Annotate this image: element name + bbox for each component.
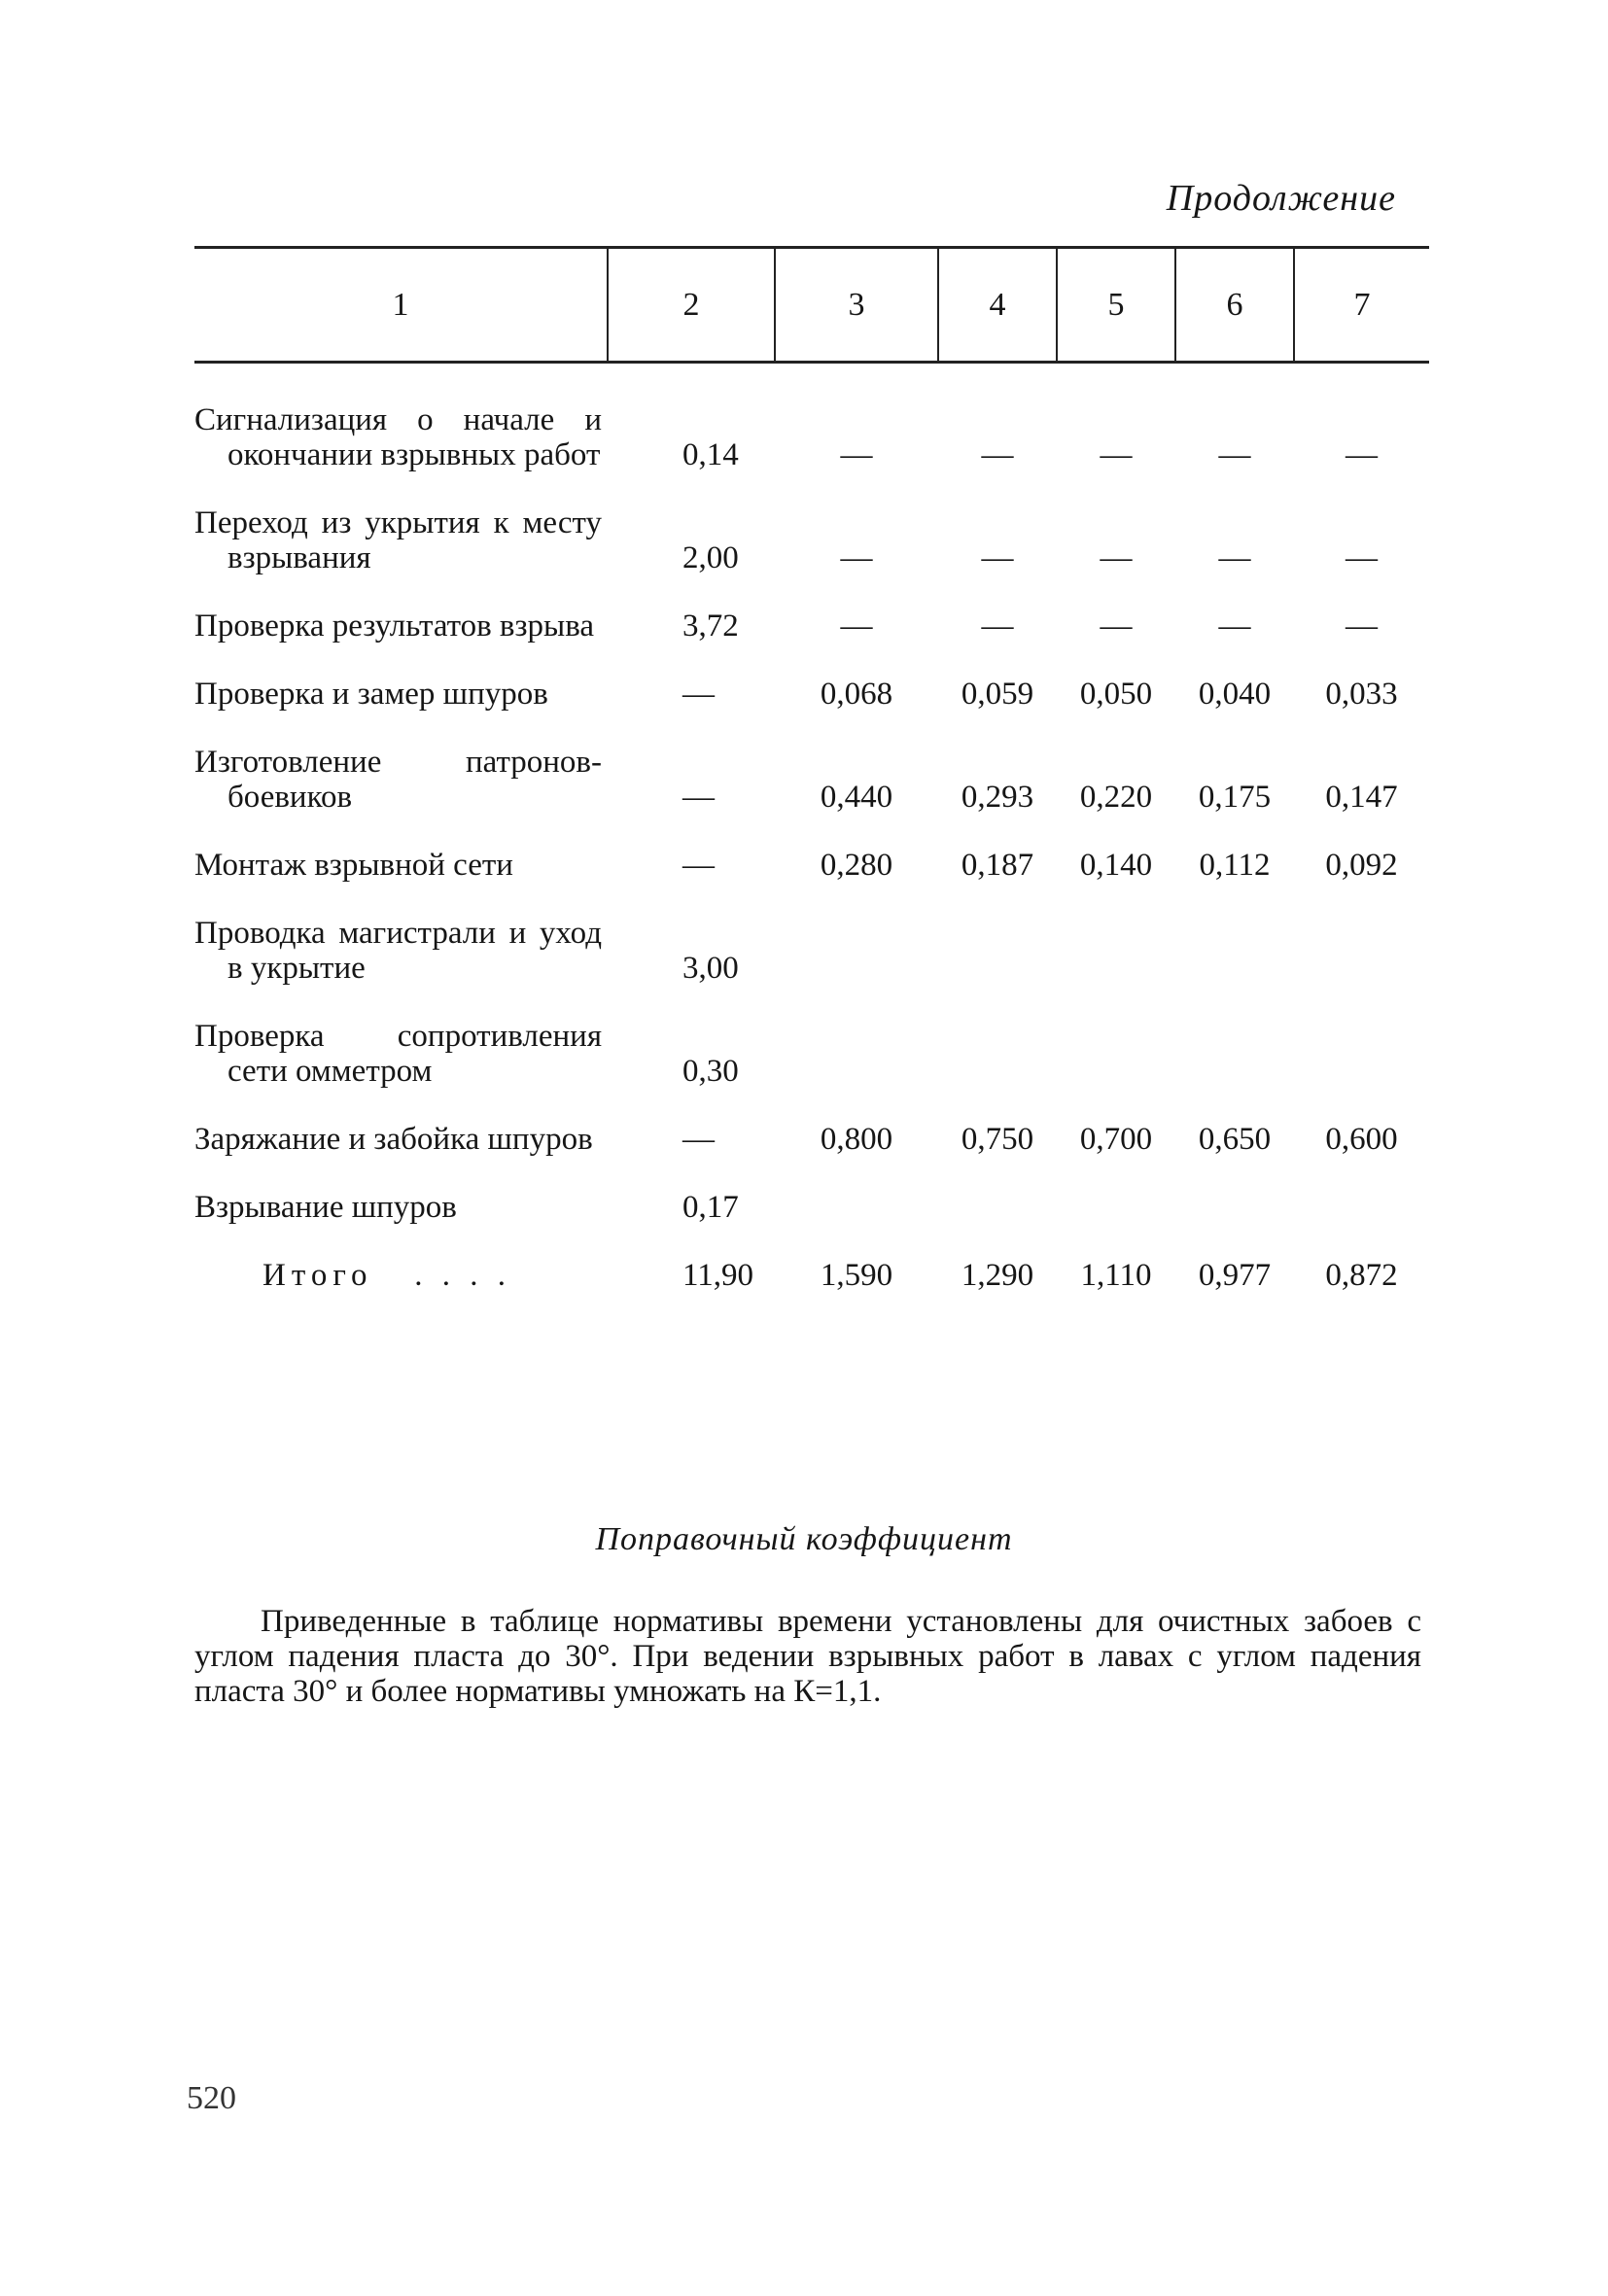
table-cell: [1057, 1019, 1175, 1122]
table-cell: —: [1218, 540, 1251, 575]
table-cell: [938, 916, 1057, 1019]
table-cell: [1294, 916, 1429, 1019]
column-header: 7: [1294, 248, 1429, 363]
column-header: 3: [775, 248, 938, 363]
table-cell: 0,700: [1079, 1122, 1153, 1157]
table-cell: [1057, 1190, 1175, 1258]
table-cell: —: [840, 437, 873, 472]
correction-paragraph: Приведенные в таблице нормативы времени установлены для очистных забоев с углом падения пласта до 30°. При ведении взрывных работ в лавах с углом падения пласта 30° и более нормативы умножать на К=1,1.: [194, 1604, 1421, 1709]
row-label-text: Проверка результатов взрыва: [194, 609, 595, 644]
row-label: [194, 848, 608, 916]
table-row: [194, 1019, 1429, 1122]
table-cell: 0,187: [961, 848, 1034, 883]
row-label-text: Переход из укрытия к месту взрывания: [194, 505, 602, 575]
row-label-text: Проверка и замер шпуров: [194, 677, 548, 712]
table-cell: [938, 1190, 1057, 1258]
row-label-text: Изготовление патронов-боевиков: [194, 745, 602, 815]
total-label: Итого: [262, 1258, 373, 1293]
table-cell: 0,068: [820, 677, 893, 712]
row-label: [194, 677, 608, 745]
table-row: [194, 745, 1429, 848]
table-cell: 0,112: [1199, 848, 1271, 883]
table-row: [194, 609, 1429, 677]
row-label: [194, 609, 608, 677]
table-cell: —: [682, 780, 715, 815]
table-cell: —: [682, 677, 715, 712]
table-cell: 0,30: [682, 1054, 739, 1089]
table-cell: —: [682, 1122, 715, 1157]
table-cell: [938, 1019, 1057, 1122]
table-cell: 0,147: [1325, 780, 1398, 815]
row-label-text: Сигнализация о начале и окончании взрывных работ: [194, 402, 602, 472]
table-cell: 0,17: [682, 1190, 739, 1225]
section-heading: Поправочный коэффициент: [595, 1521, 1013, 1557]
table-cell: 0,14: [682, 437, 739, 472]
table-cell: 0,650: [1198, 1122, 1272, 1157]
table-cell: —: [1218, 609, 1251, 644]
column-header: 6: [1175, 248, 1294, 363]
table-cell: 0,750: [961, 1122, 1034, 1157]
table-cell: 3,00: [682, 951, 739, 986]
row-label-text: Взрывание шпуров: [194, 1190, 457, 1225]
page-number: 520: [187, 2080, 236, 2116]
table-cell: [1057, 916, 1175, 1019]
row-label-text: Проверка сопротивления сети омметром: [194, 1019, 602, 1089]
table-cell: —: [1218, 437, 1251, 472]
table-cell: —: [981, 609, 1014, 644]
table-cell: [1294, 1190, 1429, 1258]
table-cell: —: [1346, 437, 1378, 472]
table-cell: —: [1346, 609, 1378, 644]
total-cell: 1,290: [961, 1258, 1034, 1293]
norms-table: [194, 246, 1429, 1293]
table-cell: —: [1100, 437, 1133, 472]
table-cell: [775, 916, 938, 1019]
row-label: [194, 1190, 608, 1258]
table-header-row: [194, 248, 1429, 363]
total-cell: 1,110: [1080, 1258, 1152, 1293]
row-label: [194, 1122, 608, 1190]
table-cell: [1175, 916, 1294, 1019]
table-row: [194, 1122, 1429, 1190]
row-label: [194, 505, 608, 609]
table-cell: [775, 1019, 938, 1122]
column-header: 5: [1057, 248, 1175, 363]
continuation-label: Продолжение: [1166, 178, 1396, 219]
table-cell: 0,440: [820, 780, 893, 815]
table-cell: [1294, 1019, 1429, 1122]
table-cell: 0,800: [820, 1122, 893, 1157]
column-header: 4: [938, 248, 1057, 363]
table-cell: 0,293: [961, 780, 1034, 815]
table-cell: 0,040: [1198, 677, 1272, 712]
row-label-text: Заряжание и забойка шпуров: [194, 1122, 593, 1157]
table-cell: —: [1346, 540, 1378, 575]
total-cell: 0,977: [1198, 1258, 1272, 1293]
total-row: [194, 1258, 1429, 1293]
table-cell: 0,600: [1325, 1122, 1398, 1157]
row-label-text: Проводка магистрали и уход в укрытие: [194, 916, 602, 986]
table-cell: 2,00: [682, 540, 739, 575]
norms-table-container: [194, 246, 1429, 1293]
table-cell: —: [840, 540, 873, 575]
table-cell: —: [1100, 609, 1133, 644]
table-cell: —: [981, 437, 1014, 472]
row-label: [194, 363, 608, 506]
column-header: 1: [194, 248, 608, 363]
table-cell: 0,050: [1079, 677, 1153, 712]
total-label-cell: [194, 1258, 608, 1293]
table-cell: 0,033: [1325, 677, 1398, 712]
table-row: [194, 916, 1429, 1019]
table-cell: [775, 1190, 938, 1258]
row-label: [194, 916, 608, 1019]
row-label: [194, 745, 608, 848]
total-leader-dots: . . . .: [414, 1258, 512, 1293]
table-cell: 0,220: [1079, 780, 1153, 815]
row-label-text: Монтаж взрывной сети: [194, 848, 513, 883]
column-header: 2: [608, 248, 775, 363]
table-cell: —: [840, 609, 873, 644]
table-row: [194, 1190, 1429, 1258]
table-cell: 0,059: [961, 677, 1034, 712]
table-cell: —: [1100, 540, 1133, 575]
table-cell: —: [981, 540, 1014, 575]
table-cell: 0,175: [1198, 780, 1272, 815]
total-cell: 0,872: [1325, 1258, 1398, 1293]
table-cell: [1175, 1190, 1294, 1258]
table-cell: 0,280: [820, 848, 893, 883]
table-cell: [1175, 1019, 1294, 1122]
table-cell: —: [682, 848, 715, 883]
table-row: [194, 677, 1429, 745]
table-cell: 0,140: [1079, 848, 1153, 883]
row-label: [194, 1019, 608, 1122]
table-row: [194, 363, 1429, 506]
table-row: [194, 848, 1429, 916]
table-row: [194, 505, 1429, 609]
total-cell: 1,590: [820, 1258, 893, 1293]
table-cell: 0,092: [1325, 848, 1398, 883]
table-cell: 3,72: [682, 609, 739, 644]
total-cell: 11,90: [682, 1258, 754, 1293]
